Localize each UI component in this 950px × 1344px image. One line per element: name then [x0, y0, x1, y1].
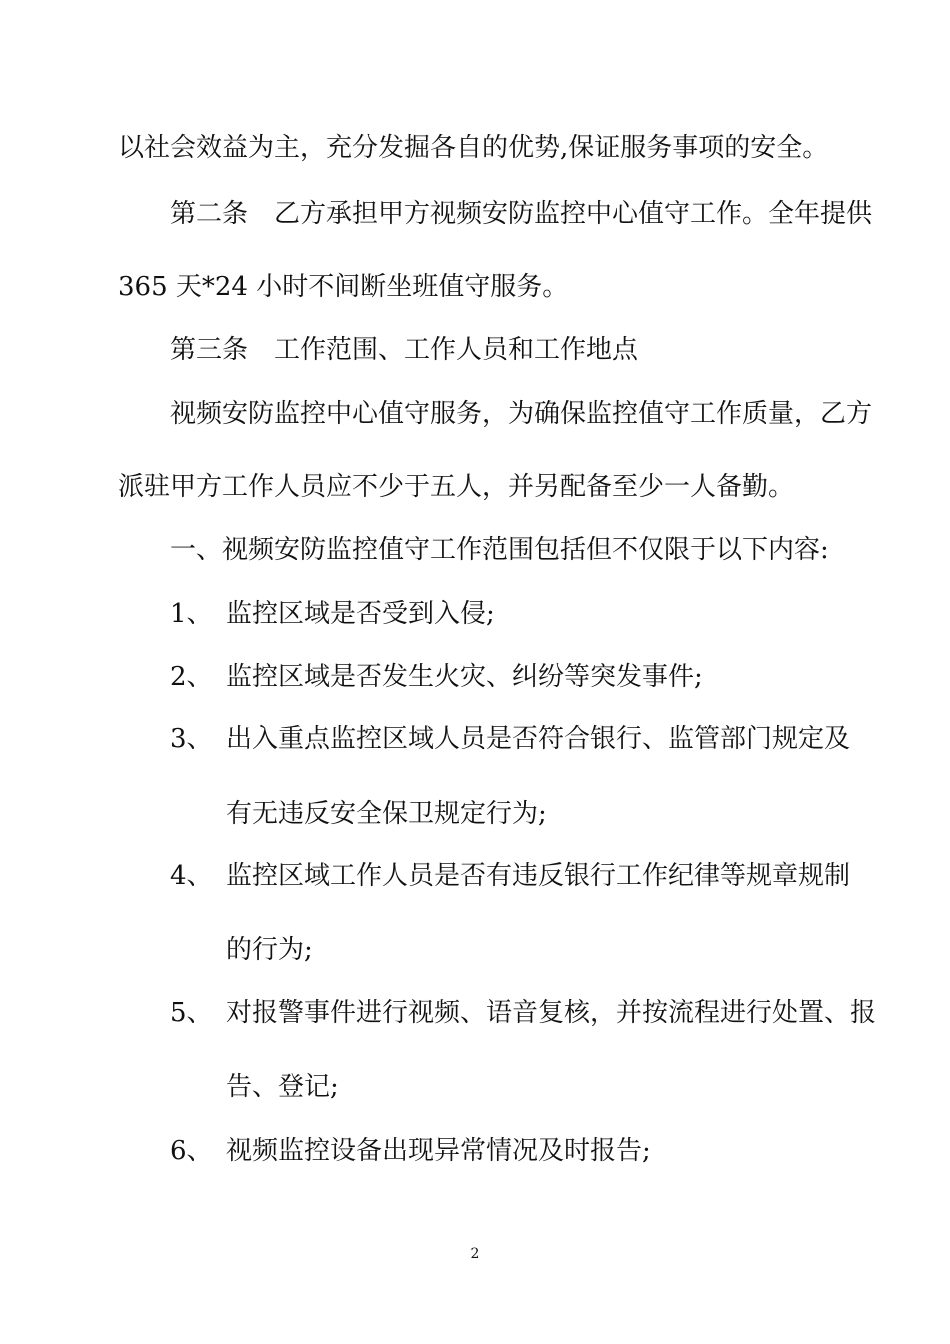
- list-item-text-continued: 有无违反安全保卫规定行为;: [226, 799, 547, 829]
- list-item-text-continued: 的行为;: [226, 935, 313, 965]
- list-item-number: 6、: [170, 1136, 213, 1166]
- list-item-number: 1、: [170, 599, 213, 629]
- list-item-text: 监控区域是否发生火灾、纠纷等突发事件;: [226, 662, 703, 692]
- article-three-heading: 第三条 工作范围、工作人员和工作地点: [170, 335, 639, 365]
- list-item-text: 视频监控设备出现异常情况及时报告;: [226, 1136, 651, 1166]
- list-item-text: 监控区域工作人员是否有违反银行工作纪律等规章规制: [226, 861, 851, 891]
- paragraph-line: 以社会效益为主，充分发掘各自的优势,保证服务事项的安全。: [118, 133, 829, 163]
- paragraph-line: 派驻甲方工作人员应不少于五人，并另配备至少一人备勤。: [118, 472, 795, 502]
- list-item-text-continued: 告、登记;: [226, 1072, 339, 1102]
- page-number: 2: [470, 1246, 480, 1262]
- list-item-number: 5、: [170, 998, 213, 1028]
- article-two-line-2: 365 天*24 小时不间断坐班值守服务。: [118, 272, 569, 302]
- scope-heading: 一、视频安防监控值守工作范围包括但不仅限于以下内容:: [170, 535, 829, 565]
- list-item-number: 4、: [170, 861, 213, 891]
- list-item-number: 2、: [170, 662, 213, 692]
- list-item-text: 监控区域是否受到入侵;: [226, 599, 495, 629]
- list-item-number: 3、: [170, 724, 213, 754]
- list-item-text: 出入重点监控区域人员是否符合银行、监管部门规定及: [226, 724, 851, 754]
- list-item-text: 对报警事件进行视频、语音复核，并按流程进行处置、报: [226, 998, 877, 1028]
- article-two-line-1: 第二条 乙方承担甲方视频安防监控中心值守工作。全年提供: [170, 199, 873, 229]
- paragraph-line: 视频安防监控中心值守服务，为确保监控值守工作质量，乙方: [170, 399, 873, 429]
